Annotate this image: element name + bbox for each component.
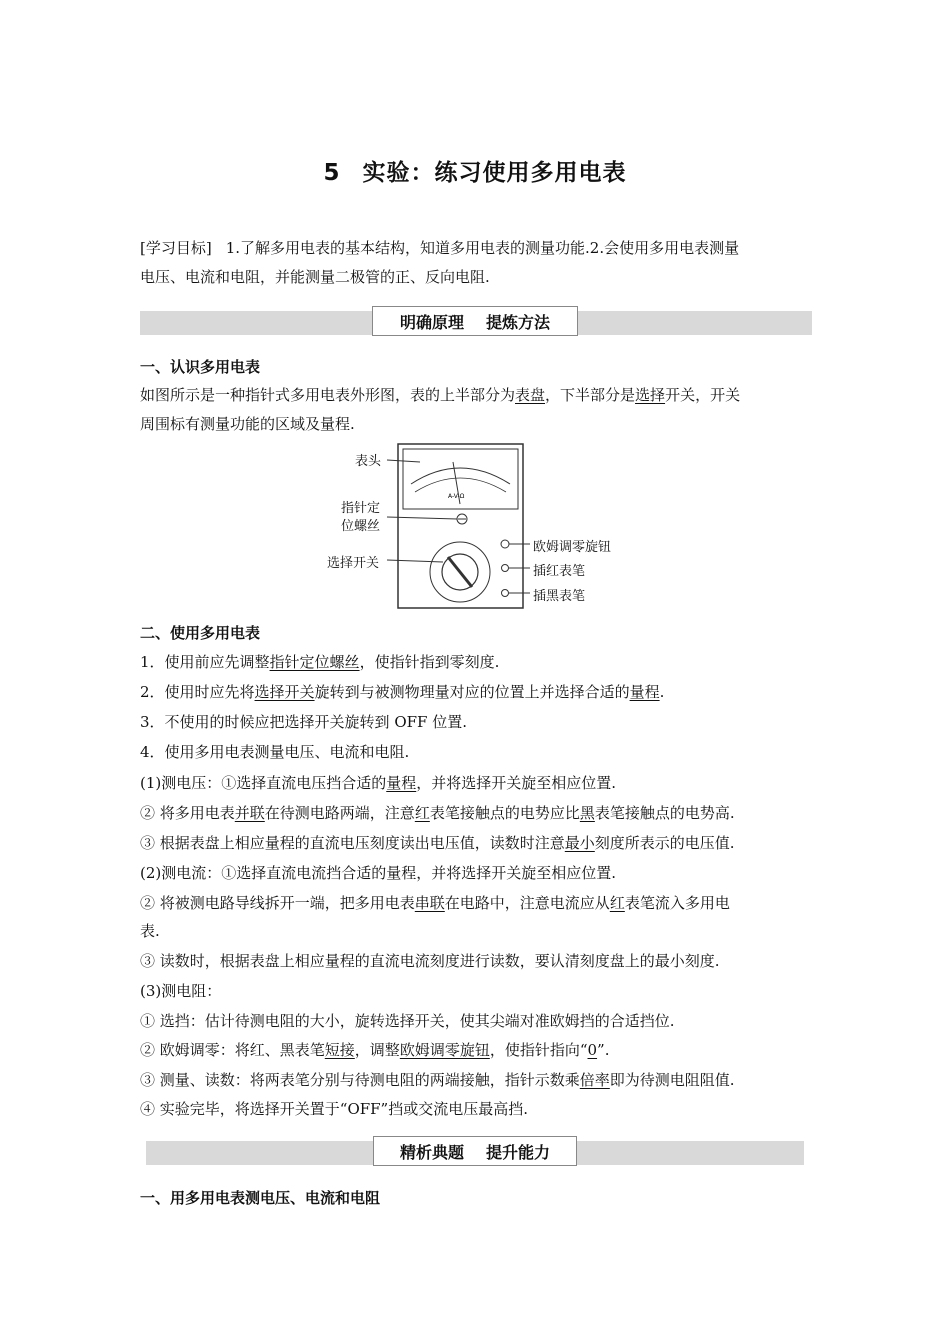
goals-line-1: 1.了解多用电表的基本结构，知道多用电表的测量功能.2.会使用多用电表测量	[225, 239, 740, 257]
title-text: 实验：练习使用多用电表	[362, 160, 627, 186]
s2-line-6	[140, 802, 812, 823]
s2-l14-d: ”.	[597, 1041, 610, 1059]
s2-l9-blank-2: 红	[609, 894, 625, 912]
s2-l14-blank-2: 欧姆调零旋钮	[399, 1041, 490, 1059]
label-ohm-zero-knob: 欧姆调零旋钮	[533, 540, 612, 555]
label-screw-2: 位螺丝	[341, 519, 381, 534]
label-meter-head: 表头	[355, 454, 382, 469]
s2-l1-a: 1．使用前应先调整	[140, 653, 270, 671]
s2-l14-c: ，使指针指向“	[489, 1041, 588, 1059]
band-2-right: 提升能力	[486, 1142, 551, 1162]
s2-line-16: ④ 实验完毕，将选择开关置于“OFF”挡或交流电压最高挡.	[140, 1100, 528, 1118]
multimeter-figure	[325, 442, 625, 610]
s2-l1-blank: 指针定位螺丝	[269, 653, 360, 671]
goals-line-2: 电压、电流和电阻，并能测量二极管的正、反向电阻.	[140, 268, 490, 286]
s2-line-12: (3)测电阻：	[140, 982, 222, 1000]
s2-l6-d: 表笔接触点的电势高.	[594, 804, 735, 822]
s2-l6-b: 在待测电路两端，注意	[264, 804, 415, 822]
s2-line-5	[140, 772, 812, 793]
section-band-2	[146, 1141, 804, 1165]
s2-l15-b: 即为待测电阻阻值.	[609, 1071, 735, 1089]
section-3-heading: 一、用多用电表测电压、电流和电阻	[140, 1189, 381, 1207]
s1-text-a: 如图所示是一种指针式多用电表外形图，表的上半部分为	[140, 386, 516, 404]
s2-line-9	[140, 892, 812, 913]
s2-line-7	[140, 832, 812, 853]
s2-l6-blank-3: 黑	[579, 804, 595, 822]
s2-l5-b: ，并将选择开关旋至相应位置.	[416, 774, 617, 792]
s2-l2-c: .	[659, 683, 665, 701]
s2-line-15	[140, 1069, 812, 1090]
s2-l14-b: ，调整	[354, 1041, 400, 1059]
s2-l5-blank: 量程	[386, 774, 417, 792]
s2-l9-b: 在电路中，注意电流应从	[444, 894, 610, 912]
s2-l14-a: ② 欧姆调零：将红、黑表笔	[140, 1041, 325, 1059]
label-screw-1: 指针定	[341, 501, 381, 516]
s2-l1-b: ，使指针指到零刻度.	[359, 653, 500, 671]
section-1-paragraph	[140, 381, 812, 439]
s2-l7-a: ③ 根据表盘上相应量程的直流电压刻度读出电压值，读数时注意	[140, 834, 565, 852]
s2-l5-a: (1)测电压：①选择直流电压挡合适的	[140, 774, 387, 792]
dial-label: A-V-Ω	[448, 493, 465, 500]
band-1-left: 明确原理	[399, 312, 464, 332]
page-title	[0, 154, 950, 187]
section-band-1-box	[372, 306, 578, 336]
s2-l2-blank-2: 量程	[629, 683, 660, 701]
label-black-probe: 插黑表笔	[533, 589, 586, 604]
s2-line-8: (2)测电流：①选择直流电流挡合适的量程，并将选择开关旋至相应位置.	[140, 864, 617, 882]
s2-l7-b: 刻度所表示的电压值.	[594, 834, 735, 852]
black-jack	[502, 590, 509, 597]
s2-l14-blank-1: 短接	[324, 1041, 355, 1059]
s2-line-2	[140, 681, 812, 702]
s2-l14-blank-3: 0	[587, 1041, 598, 1059]
s2-l2-b: 旋转到与被测物理量对应的位置上并选择合适的	[314, 683, 630, 701]
band-2-left: 精析典题	[399, 1142, 464, 1162]
section-1-heading: 一、认识多用电表	[140, 358, 261, 376]
label-selector-switch: 选择开关	[327, 556, 380, 571]
s2-l6-c: 表笔接触点的电势应比	[429, 804, 580, 822]
title-number: 5	[323, 160, 341, 186]
s2-l2-a: 2．使用时应先将	[140, 683, 255, 701]
s2-l6-a: ② 将多用电表	[140, 804, 235, 822]
s2-l7-blank: 最小	[564, 834, 595, 852]
ohm-zero-knob	[501, 540, 509, 548]
section-band-1	[140, 311, 812, 335]
s2-l6-blank-1: 并联	[234, 804, 265, 822]
goals-label: [学习目标]	[140, 239, 212, 257]
band-1-right: 提炼方法	[486, 312, 551, 332]
s2-line-13: ① 选挡：估计待测电阻的大小，旋转选择开关，使其尖端对准欧姆挡的合适挡位.	[140, 1012, 675, 1030]
s1-blank-dial: 表盘	[515, 386, 546, 404]
s1-line-2: 周围标有测量功能的区域及量程.	[140, 415, 355, 433]
s2-line-11: ③ 读数时，根据表盘上相应量程的直流电流刻度进行读数，要认清刻度盘上的最小刻度.	[140, 952, 720, 970]
s2-line-10: 表.	[140, 922, 160, 940]
s2-l15-blank: 倍率	[579, 1071, 610, 1089]
s2-line-14	[140, 1039, 812, 1060]
label-red-probe: 插红表笔	[533, 564, 586, 579]
s2-line-1	[140, 651, 812, 672]
red-jack	[502, 565, 509, 572]
s2-l2-blank-1: 选择开关	[254, 683, 315, 701]
s1-text-b: ，下半部分是	[545, 386, 636, 404]
s2-line-4: 4．使用多用电表测量电压、电流和电阻.	[140, 743, 410, 761]
s2-line-3: 3．不使用的时候应把选择开关旋转到 OFF 位置.	[140, 713, 467, 731]
s1-text-c: 开关，开关	[665, 386, 741, 404]
s2-l9-a: ② 将被测电路导线拆开一端，把多用电表	[140, 894, 415, 912]
section-band-2-box	[373, 1136, 577, 1166]
s2-l9-blank-1: 串联	[414, 894, 445, 912]
section-2-heading: 二、使用多用电表	[140, 624, 261, 642]
s1-blank-switch: 选择	[635, 386, 666, 404]
learning-goals	[140, 234, 812, 292]
s2-l6-blank-2: 红	[414, 804, 430, 822]
s2-l15-a: ③ 测量、读数：将两表笔分别与待测电阻的两端接触，指针示数乘	[140, 1071, 580, 1089]
s2-l9-c: 表笔流入多用电	[624, 894, 730, 912]
